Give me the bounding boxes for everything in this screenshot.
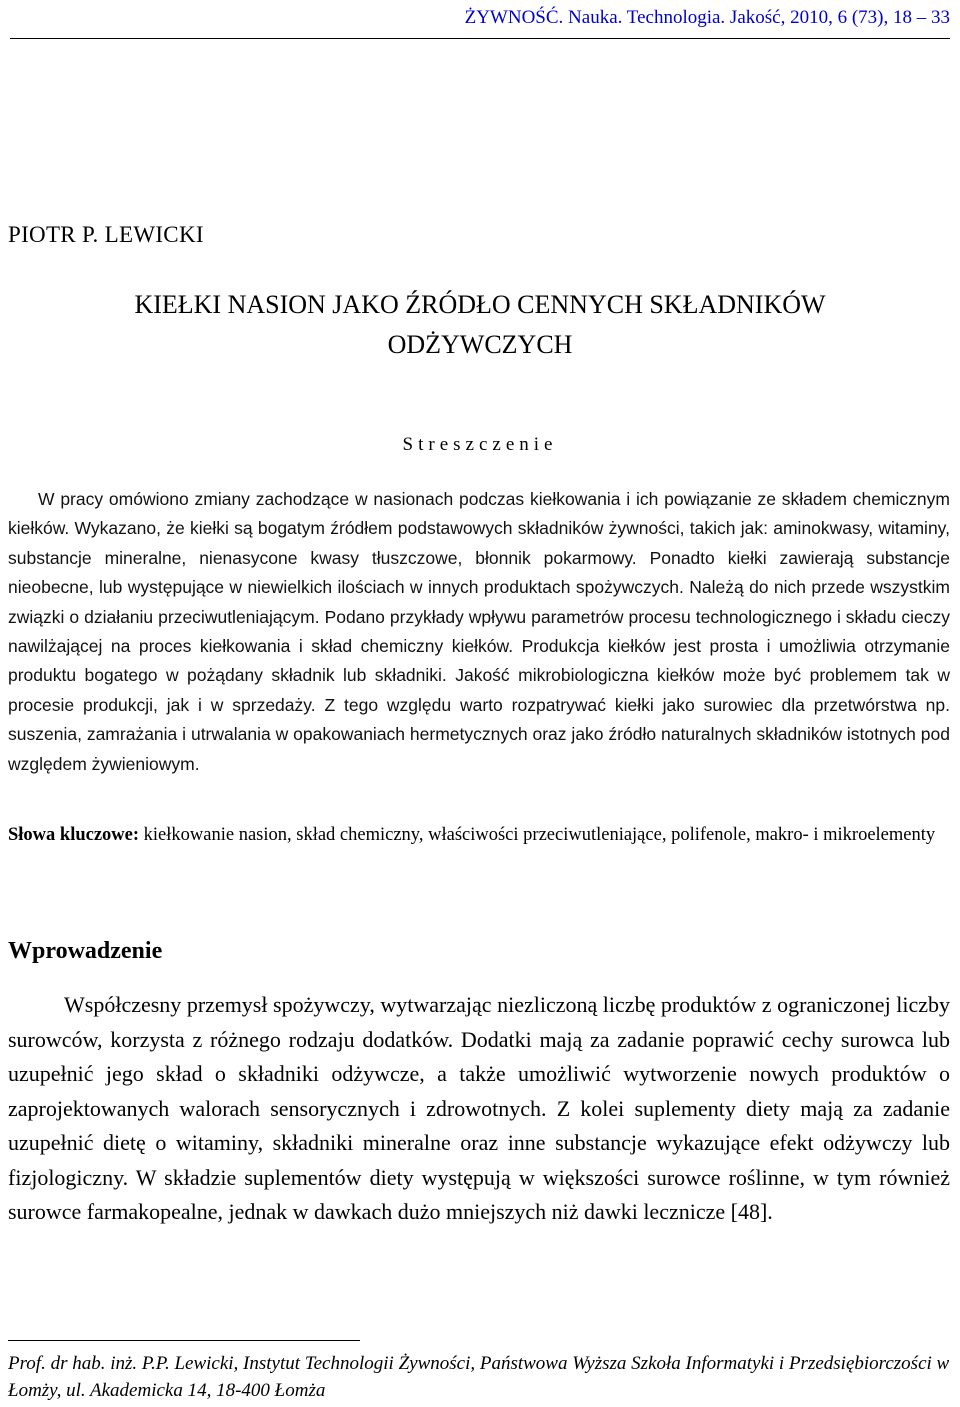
introduction-paragraph: Współczesny przemysł spożywczy, wytwarzając niezliczoną liczbę produktów z ograniczonej liczby surowców, korzysta z różnego rodzaju dodatków. Dodatki mają za zadanie poprawić cechy surowca lub uzupełnić jego skład o składniki odżywcze, a także umożliwić wytworzenie nowych produktów o zaprojektowanych walorach sensorycznych i zdrowotnych. Z kolei suplementy diety mają za zadanie uzupełnić dietę o witaminy, składniki mineralne oraz inne substancje wykazujące efekt odżywczy lub fizjologiczny. W składzie suplementów diety występują w większości surowce roślinne, w tym również surowce farmakopealne, jednak w dawkach dużo mniejszych niż dawki lecznicze [48]. xyxy=(8,992,950,1224)
footnote-divider xyxy=(8,1340,360,1341)
section-heading-introduction: Wprowadzenie xyxy=(8,938,163,964)
journal-header: ŻYWNOŚĆ. Nauka. Technologia. Jakość, 2010, 6 (73), 18 – 33 xyxy=(10,4,950,39)
keywords xyxy=(8,820,950,850)
keywords-label: Słowa kluczowe: xyxy=(8,825,140,845)
author-affiliation-footnote: Prof. dr hab. inż. P.P. Lewicki, Instytut Technologii Żywności, Państwowa Wyższa Szkoła Informatyki i Przedsiębiorczości w Łomży, ul. Akademicka 14, 18-400 Łomża xyxy=(8,1353,950,1401)
summary-heading: Streszczenie xyxy=(402,434,558,455)
title-line-1: KIEŁKI NASION JAKO ŹRÓDŁO CENNYCH SKŁADNIKÓW xyxy=(134,290,826,319)
keywords-text: kiełkowanie nasion, skład chemiczny, właściwości przeciwutleniające, polifenole, makro- i mikroelementy xyxy=(143,825,936,845)
paper-title xyxy=(0,285,960,365)
title-line-2: ODŻYWCZYCH xyxy=(387,330,573,359)
author-name: PIOTR P. LEWICKI xyxy=(8,222,204,247)
abstract-text: W pracy omówiono zmiany zachodzące w nasionach podczas kiełkowania i ich powiązanie ze składem chemicznym kiełków. Wykazano, że kiełki są bogatym źródłem podstawowych składników żywności, takich jak: aminokwasy, witaminy, substancje mineralne, nienasycone kwasy tłuszczowe, błonnik pokarmowy. Ponadto kiełki zawierają substancje nieobecne, lub występujące w niewielkich ilościach w innych produktach spożywczych. Należą do nich przede wszystkim związki o działaniu przeciwutleniającym. Podano przykłady wpływu parametrów procesu technologicznego i składu cieczy nawilżającej na proces kiełkowania i skład chemiczny kiełków. Produkcja kiełków jest prosta i umożliwia otrzymanie produktu bogatego w pożądany składnik lub składniki. Jakość mikrobiologiczna kiełków może być problemem tak w procesie produkcji, jak i w sprzedaży. Z tego względu warto rozpatrywać kiełki jako surowiec dla przetwórstwa np. suszenia, zamrażania i utrwalania w opakowaniach hermetycznych oraz jako źródło naturalnych składników istotnych pod względem żywieniowym. xyxy=(8,489,950,774)
